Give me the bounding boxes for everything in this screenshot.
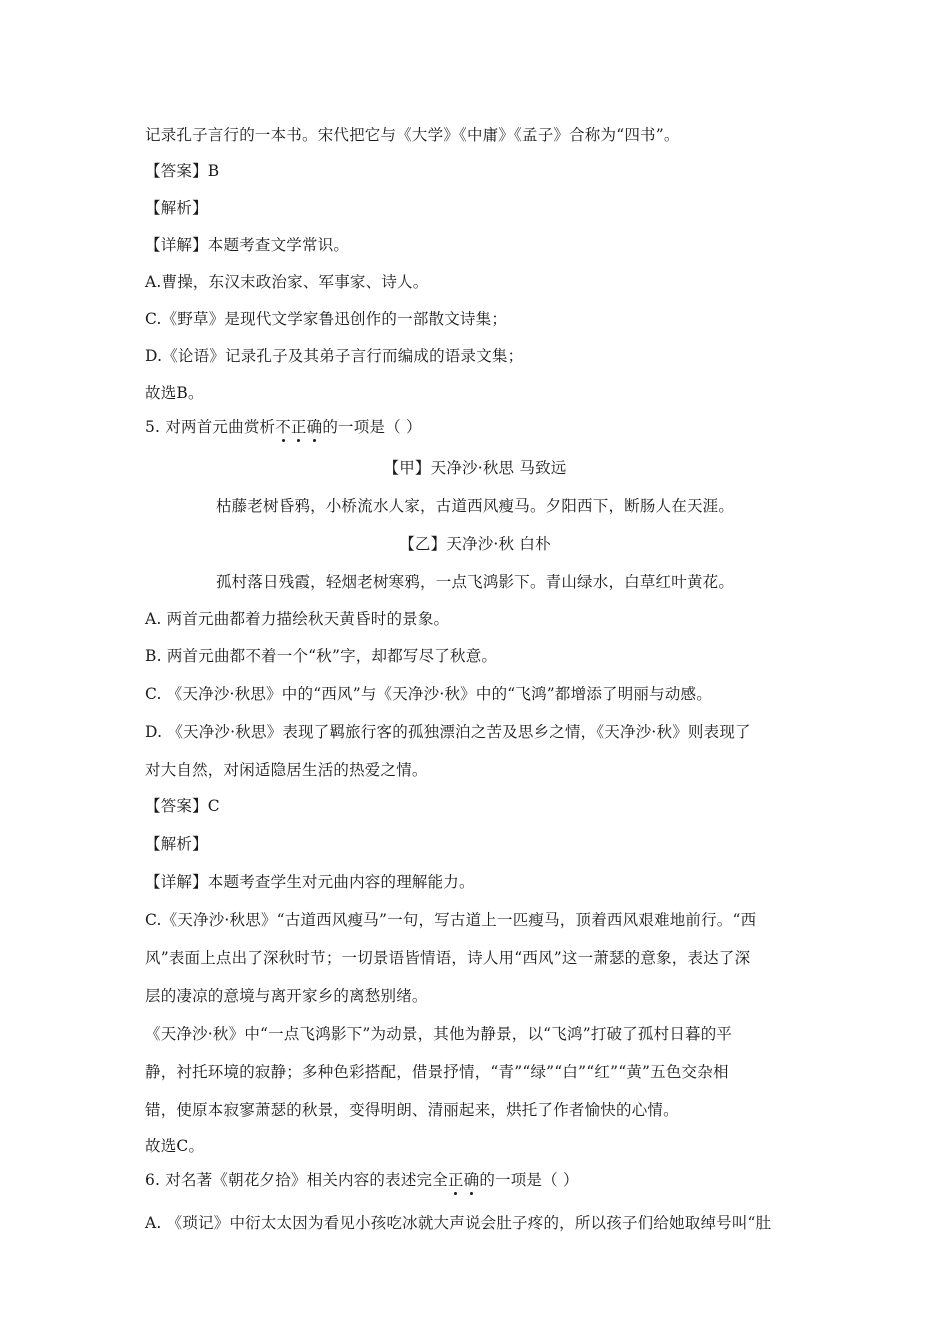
text-line: A.曹操，东汉末政治家、军事家、诗人。 [145,273,429,291]
analysis-paragraph: 风”表面上点出了深秋时节；一切景语皆情语，诗人用“西风”这一萧瑟的意象，表达了深 [145,949,751,967]
question-6 [145,1170,579,1190]
option-d: D. 《天净沙·秋思》表现了羁旅行客的孤独漂泊之苦及思乡之情，《天净沙·秋》则表现了 [145,723,751,741]
option-d-cont: 对大自然，对闲适隐居生活的热爱之情。 [145,761,428,779]
analysis-label: 【解析】 [145,835,208,853]
poem-1-title: 【甲】天净沙·秋思 马致远 [383,459,567,477]
detail-line: 【详解】本题考查学生对元曲内容的理解能力。 [145,873,475,891]
text-line: D.《论语》记录孔子及其弟子言行而编成的语录文集； [145,347,524,365]
answer-label: 【答案】B [145,162,220,180]
analysis-paragraph: C.《天净沙·秋思》“古道西风瘦马”一句，写古道上一匹瘦马，顶着西风艰难地前行。“西 [145,911,757,929]
option-c: C. 《天净沙·秋思》中的“西风”与《天净沙·秋》中的“飞鸿”都增添了明丽与动感。 [145,685,712,703]
emphasis-char: 正 [290,418,307,436]
analysis-paragraph: 静，衬托环境的寂静；多种色彩搭配，借景抒情，“青”“绿”“白”“红”“黄”五色交杂相 [145,1063,729,1081]
choice-line: 故选C。 [145,1137,205,1155]
question-5 [145,417,422,437]
analysis-paragraph: 错，使原本寂寥萧瑟的秋景，变得明朗、清丽起来，烘托了作者愉快的心情。 [145,1101,679,1119]
emphasis-char: 正 [447,1171,464,1189]
analysis-paragraph: 层的凄凉的意境与离开家乡的离愁别绪。 [145,987,428,1005]
text-line: 记录孔子言行的一本书。宋代把它与《大学》《中庸》《孟子》合称为“四书”。 [145,126,680,144]
poem-1-text: 枯藤老树昏鸦，小桥流水人家，古道西风瘦马。夕阳西下，断肠人在天涯。 [215,497,735,515]
analysis-label: 【解析】 [145,199,208,217]
question-text: 的一项是（ ） [479,1171,579,1189]
detail-line: 【详解】本题考查文学常识。 [145,236,350,254]
poem-2-text: 孤村落日残霞，轻烟老树寒鸦，一点飞鸿影下。青山绿水，白草红叶黄花。 [215,573,735,591]
option-a: A. 《琐记》中衍太太因为看见小孩吃冰就大声说会肚子疼的，所以孩子们给她取绰号叫“肚 [145,1214,772,1232]
question-text: 6. 对名著《朝花夕拾》相关内容的表述完全 [145,1171,448,1189]
option-b: B. 两首元曲都不着一个“秋”字，却都写尽了秋意。 [145,647,498,665]
analysis-paragraph: 《天净沙·秋》中“一点飞鸿影下”为动景，其他为静景，以“飞鸿”打破了孤村日暮的平 [145,1025,733,1043]
emphasis-char: 确 [463,1171,480,1189]
question-text: 5. 对两首元曲赏析 [145,418,276,436]
poem-2-title: 【乙】天净沙·秋 白朴 [399,535,551,553]
question-text: 的一项是（ ） [322,418,422,436]
emphasis-char: 不 [275,418,291,436]
emphasis-char: 确 [306,418,323,436]
answer-label: 【答案】C [145,797,220,815]
choice-line: 故选B。 [145,384,204,402]
option-a: A. 两首元曲都着力描绘秋天黄昏时的景象。 [145,610,450,628]
text-line: C.《野草》是现代文学家鲁迅创作的一部散文诗集； [145,310,508,328]
